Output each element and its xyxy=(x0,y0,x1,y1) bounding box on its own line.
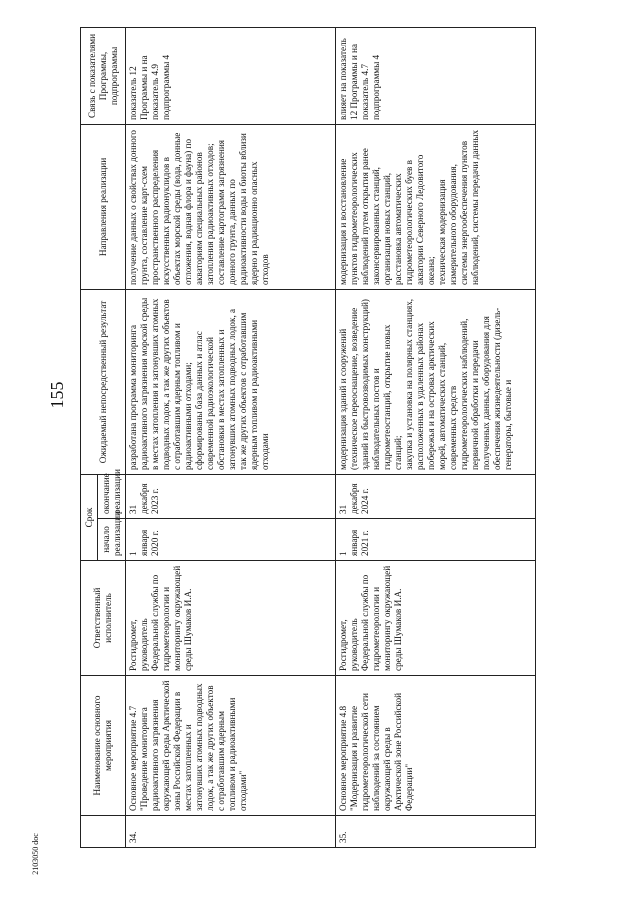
end-date: 31 декабря 2024 г. xyxy=(336,475,536,519)
header-expected-result: Ожидаемый непосредственный результат xyxy=(81,290,126,475)
directions: получение данных о свойствах донного грунта, составление карт-схем пространственного распределения искусственных радионуклидов в объектах морской среды (вода, донные отложения, водная флора и фауна) по акваториям специальных районов затопления радиоактивных отходов; составление картограмм загрязнения донного грунта, данных по радиоактивности воды и биоты вблизи ядерно и радиационно опасных отходов xyxy=(126,125,336,290)
indicator-link: влияет на показатель 12 Программы и на показатель 4.7 подпрограммы 4 xyxy=(336,28,536,125)
executor: Росгидромет, руководитель Федеральной службы по гидрометеорологии и мониторингу окружающей среды Шумаков И.А. xyxy=(126,561,336,676)
table-row xyxy=(126,28,336,848)
activity-name: Основное мероприятие 4.8 "Модернизация и развитие гидрометеорологической сети наблюдений за состоянием окружающей среды в Арктической зоне Российской Федерации" xyxy=(336,676,536,816)
header-activity-name: Наименование основного мероприятия xyxy=(81,676,126,816)
directions: модернизация и восстановление пунктов гидрометеорологических наблюдений путем открытия ранее законсервированных станций, организация новых станций, расстановка автоматических гидрометеорологических буев в акватории Северного Ледовитого океана; техническая модернизация измерительного оборудования, системы энергообеспечения пунктов наблюдений, системы передачи данных xyxy=(336,125,536,290)
start-date: 1 января 2021 г. xyxy=(336,519,536,561)
executor: Росгидромет, руководитель Федеральной службы по гидрометеорологии и мониторингу окружающей среды Шумаков И.А. xyxy=(336,561,536,676)
header-start: начало реализации xyxy=(98,519,126,561)
header-row xyxy=(81,28,98,848)
rotated-table-container xyxy=(80,28,560,848)
header-end: окончание реализации xyxy=(98,475,126,519)
footer-document-code: 2103050 doc xyxy=(31,833,40,875)
activity-name: Основное мероприятие 4.7 "Проведение мониторинга радиоактивного загрязнения окружающей среды Арктической зоны Российской Федерации в местах затопленных и затонувших атомных подводных лодок, а так же других объектов с отработавшим ядерным топливом и радиоактивными отходами" xyxy=(126,676,336,816)
row-number: 35. xyxy=(336,816,536,848)
expected-result: модернизация зданий и сооружений (техническое переоснащение, возведение зданий из быстровозводимых конструкций) наблюдательных постов и гидрометеостанций, открытие новых станций; закупка и установка на полярных станциях, расположенных в удаленных районах побережья и на островах арктических морей, автоматических станций, современных средств гидрометеорологических наблюдений, первичной обработки и передачи полученных данных, оборудования для обеспечения жизнедеятельности (дизель-генераторы, бытовые и xyxy=(336,290,536,475)
program-activities-table xyxy=(80,27,536,848)
end-date: 31 декабря 2023 г. xyxy=(126,475,336,519)
row-number: 34. xyxy=(126,816,336,848)
header-directions: Направления реализации xyxy=(81,125,126,290)
page-number: 155 xyxy=(47,381,67,409)
start-date: 1 января 2020 г. xyxy=(126,519,336,561)
header-executor: Ответственный исполнитель xyxy=(81,561,126,676)
expected-result: разработана программа мониторинга радиоактивного загрязнения морской среды в местах затопления и затонувших атомных подводных лодок, а так же других объектов с отработавшим ядерным топливом и радиоактивными отходами; сформированы база данных и атлас современной радиоэкологической обстановки в местах затопленных и затонувших атомных подводных лодок, а так же других объектов с отработавшим ядерным топливом и радиоактивными отходами xyxy=(126,290,336,475)
indicator-link: показатель 12 Программы и на показатель 4.9 подпрограммы 4 xyxy=(126,28,336,125)
header-number xyxy=(81,816,126,848)
header-indicator-link: Связь с показателями Программы, подпрограммы xyxy=(81,28,126,125)
header-term: Срок xyxy=(81,475,98,561)
table-row xyxy=(336,28,536,848)
